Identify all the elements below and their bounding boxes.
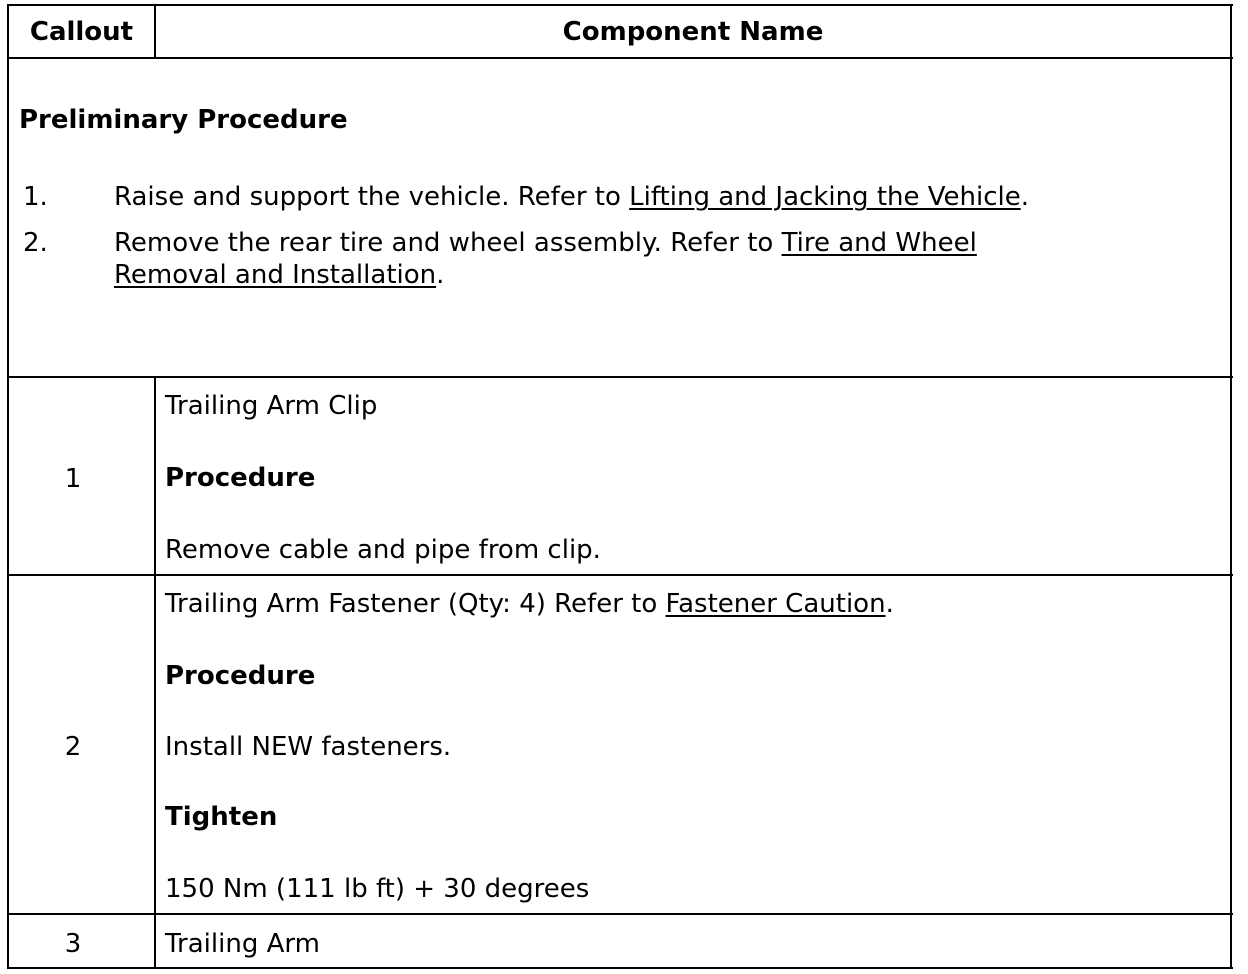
link-tire-and-wheel-removal[interactable]: Removal and Installation	[114, 260, 437, 290]
header-bottom-rule	[7, 57, 1233, 59]
preliminary-title: Preliminary Procedure	[19, 105, 348, 135]
procedure-text: Remove cable and pipe from clip.	[165, 535, 601, 565]
step-number: 1.	[23, 182, 48, 212]
step-text	[114, 227, 977, 259]
preliminary-bottom-rule	[7, 376, 1233, 378]
procedure-label: Procedure	[165, 463, 316, 493]
callout-number: 3	[64, 929, 82, 959]
step-text-body: Remove the rear tire and wheel assembly. Refer to	[114, 228, 782, 258]
component-name: Trailing Arm Clip	[165, 391, 378, 421]
header-component-name: Component Name	[562, 17, 824, 47]
procedure-label: Procedure	[165, 661, 316, 691]
step-text-end: .	[1020, 182, 1030, 212]
component-name-end: .	[885, 589, 894, 619]
table-border-bottom	[7, 967, 1233, 969]
step-text-end: .	[436, 260, 445, 290]
link-lifting-and-jacking[interactable]: Lifting and Jacking the Vehicle	[629, 182, 1021, 212]
step-number: 2.	[23, 228, 48, 258]
procedure-text: Install NEW fasteners.	[165, 732, 452, 762]
header-callout: Callout	[29, 17, 134, 47]
column-divider-body	[154, 376, 156, 969]
step-text	[114, 181, 1029, 213]
link-tire-and-wheel-removal[interactable]: Tire and Wheel	[781, 228, 977, 258]
callout-number: 1	[64, 464, 82, 494]
step-text-continuation	[114, 259, 444, 291]
table-border-top	[7, 4, 1233, 6]
step-text-body: Raise and support the vehicle. Refer to	[114, 182, 630, 212]
row-1-bottom-rule	[7, 574, 1233, 576]
component-name	[165, 588, 894, 620]
component-name: Trailing Arm	[165, 929, 320, 959]
component-name-text: Trailing Arm Fastener (Qty: 4) Refer to	[165, 589, 666, 619]
callout-number: 2	[64, 732, 82, 762]
table-border-right	[1230, 4, 1232, 969]
tighten-value: 150 Nm (111 lb ft) + 30 degrees	[165, 874, 590, 904]
tighten-label: Tighten	[165, 802, 278, 832]
row-2-bottom-rule	[7, 913, 1233, 915]
link-fastener-caution[interactable]: Fastener Caution	[665, 589, 886, 619]
